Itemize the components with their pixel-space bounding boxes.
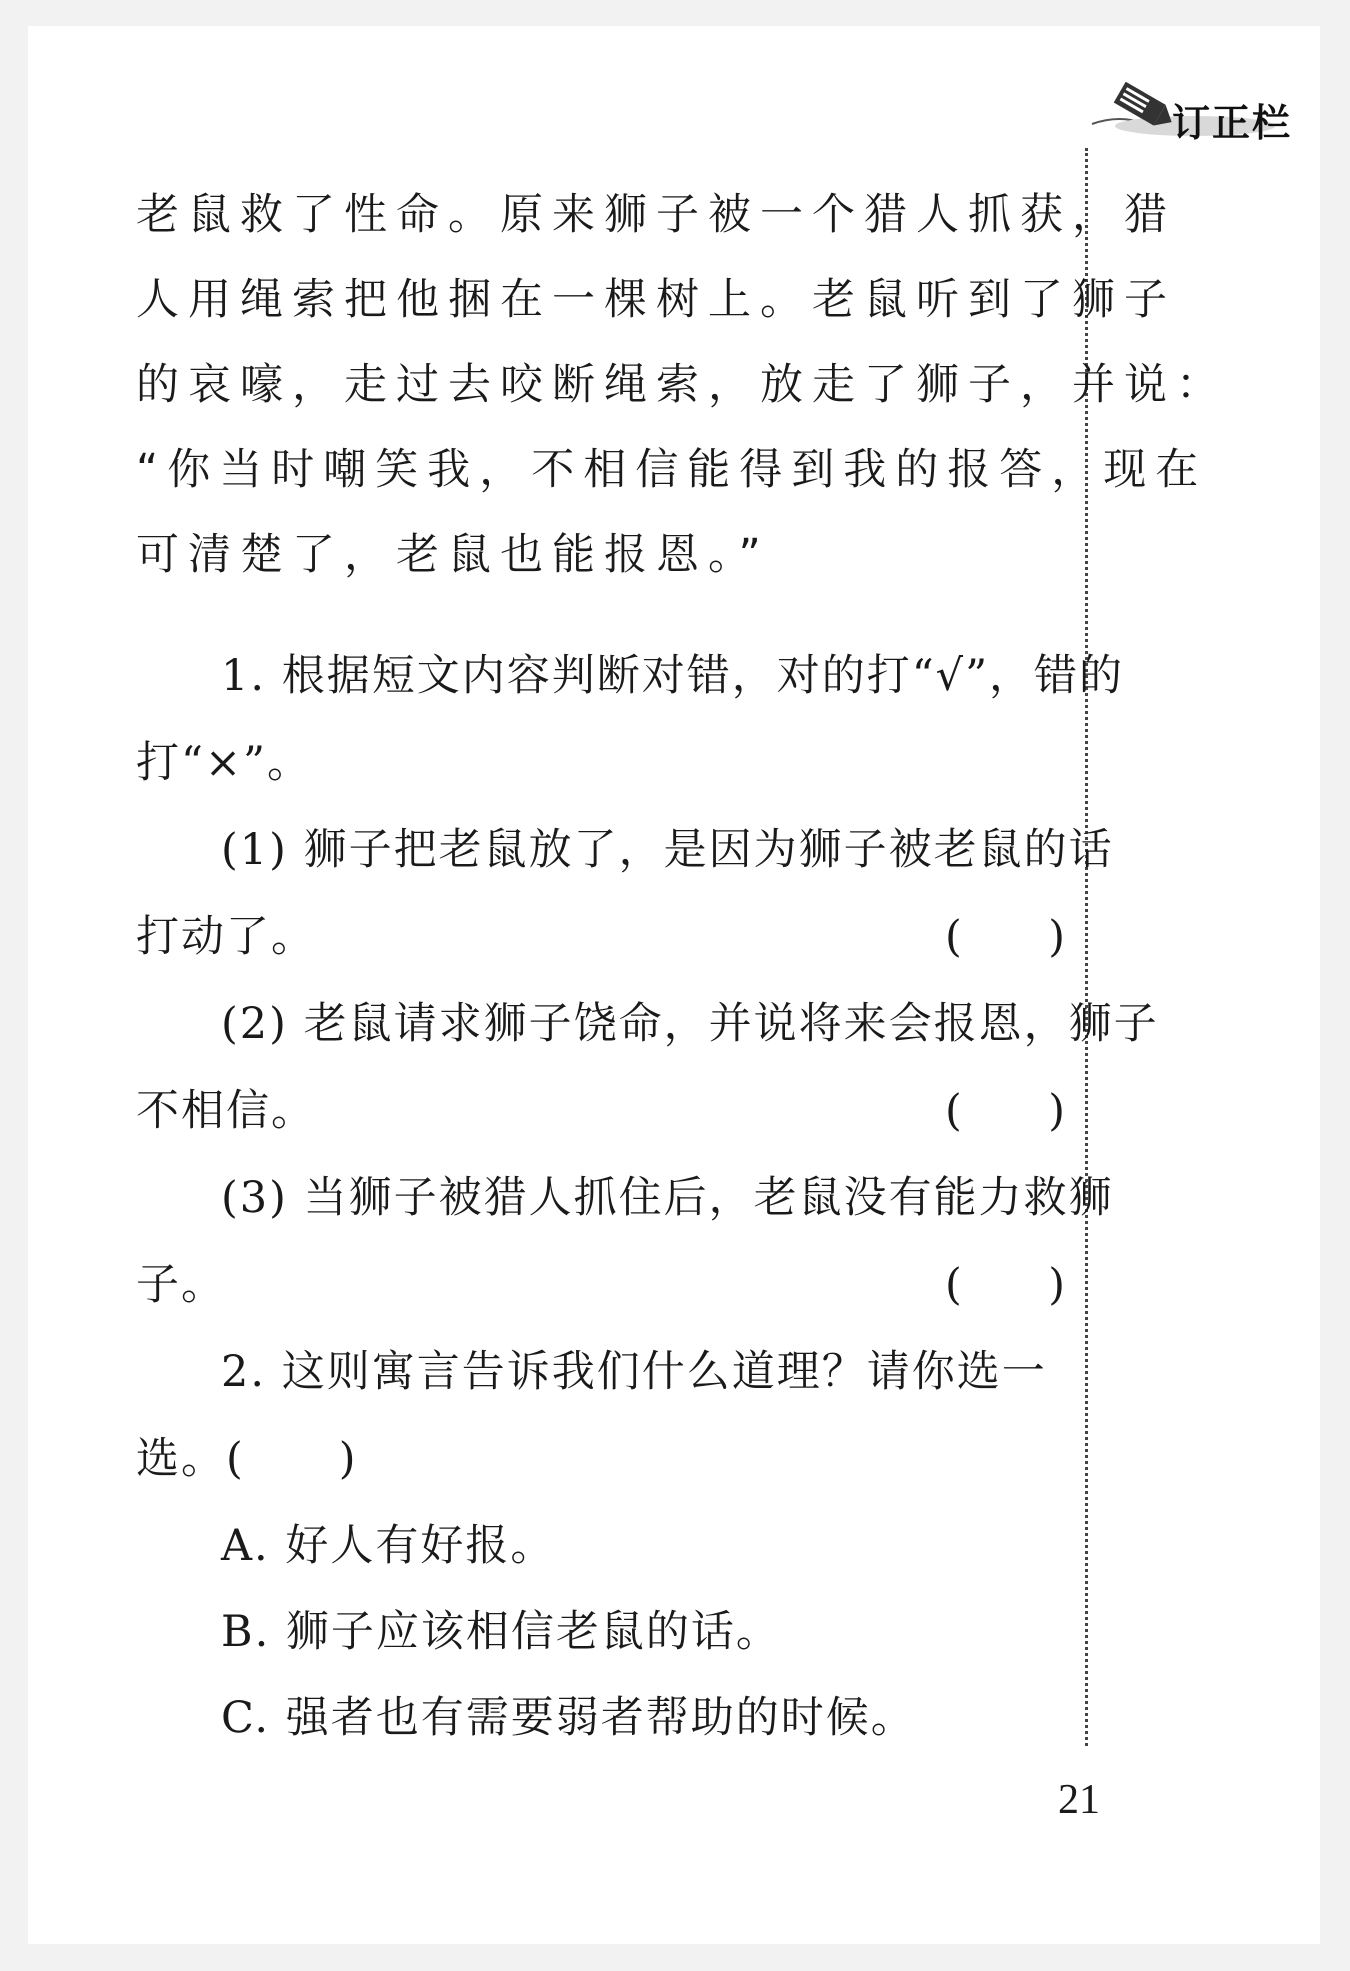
paren-close: ) — [1048, 1086, 1065, 1136]
question-1-item-1-cont: 打动了。 — [136, 912, 316, 962]
paren-close: ) — [1048, 912, 1065, 962]
correction-column-title: 订正栏 — [1172, 101, 1293, 145]
question-1-item-2-cont: 不相信。 — [136, 1086, 316, 1136]
correction-column-label — [1090, 80, 1310, 145]
question-2-prompt-cont[interactable]: 选。( ) — [136, 1434, 358, 1484]
option-c: C. 强者也有需要弱者帮助的时候。 — [221, 1693, 916, 1743]
option-a: A. 好人有好报。 — [221, 1521, 556, 1571]
question-2-prompt: 2. 这则寓言告诉我们什么道理？请你选一 — [221, 1347, 1047, 1397]
story-line: 老鼠救了性命。原来狮子被一个猎人抓获，猎 — [136, 190, 1176, 240]
story-line: 可清楚了，老鼠也能报恩。” — [136, 530, 770, 580]
option-b: B. 狮子应该相信老鼠的话。 — [221, 1607, 781, 1657]
question-1-prompt: 1. 根据短文内容判断对错，对的打“√”，错的 — [221, 651, 1125, 701]
question-1-item-1: (1) 狮子把老鼠放了，是因为狮子被老鼠的话 — [221, 825, 1114, 875]
page-number: 21 — [1058, 1777, 1100, 1823]
question-1-item-2: (2) 老鼠请求狮子饶命，并说将来会报恩，狮子 — [221, 999, 1159, 1049]
paren-open: ( — [945, 1260, 962, 1310]
paren-open: ( — [945, 912, 962, 962]
question-1-item-3-cont: 子。 — [136, 1260, 226, 1310]
story-line: 人用绳索把他捆在一棵树上。老鼠听到了狮子 — [136, 275, 1176, 325]
question-1-prompt-cont: 打“×”。 — [136, 738, 312, 788]
story-line: “你当时嘲笑我，不相信能得到我的报答，现在 — [136, 445, 1208, 495]
question-1-item-3: (3) 当狮子被猎人抓住后，老鼠没有能力救狮 — [221, 1173, 1114, 1223]
paren-open: ( — [945, 1086, 962, 1136]
story-line: 的哀嚎，走过去咬断绳索，放走了狮子，并说： — [136, 360, 1228, 410]
paren-close: ) — [1048, 1260, 1065, 1310]
